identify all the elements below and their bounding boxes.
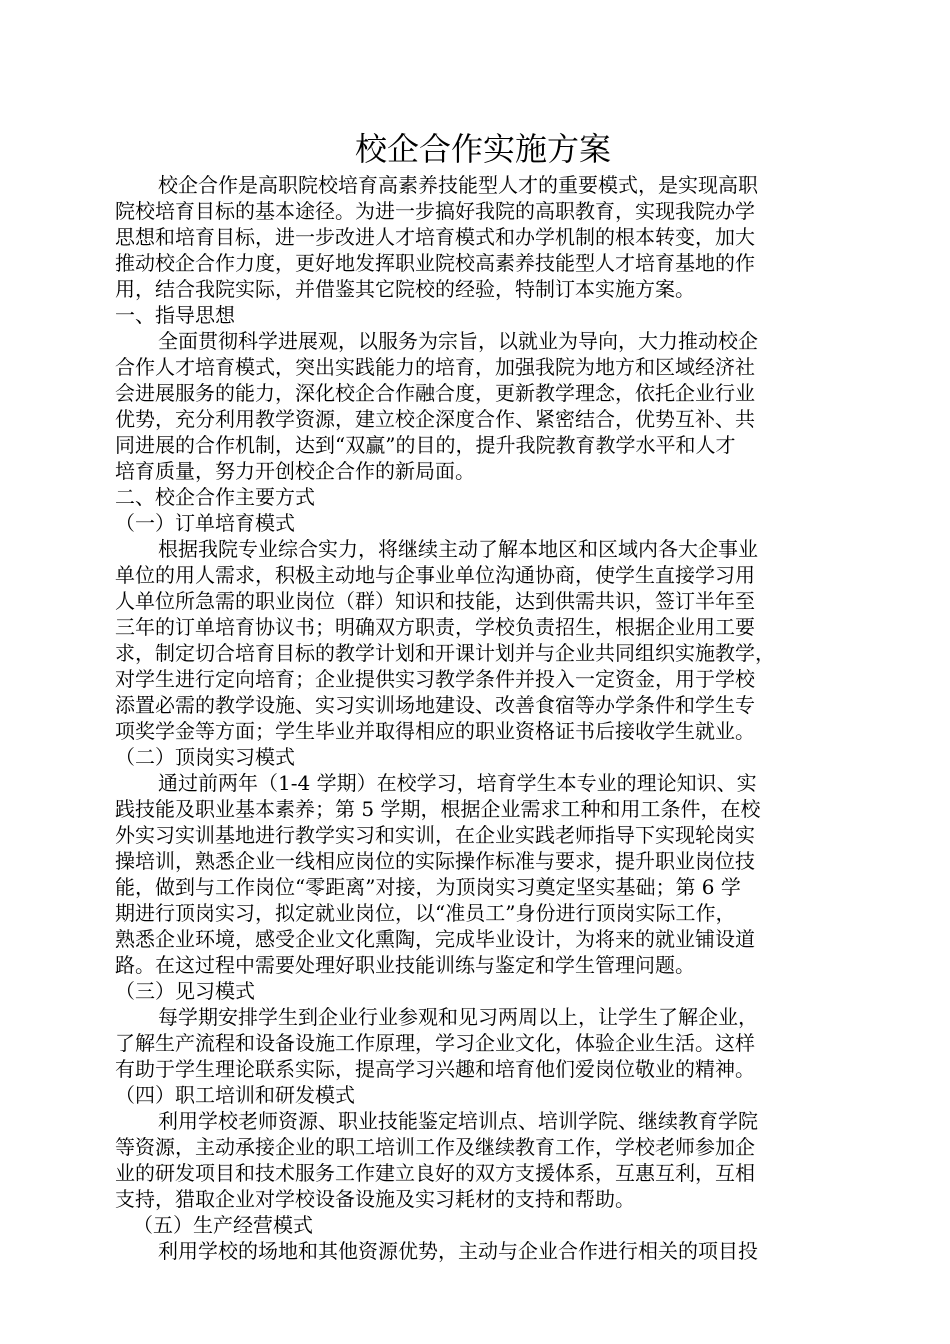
text-line: 项奖学金等方面；学生毕业并取得相应的职业资格证书后接收学生就业。 (115, 719, 755, 743)
text-line: 一、指导思想 (115, 303, 235, 327)
text-line: 路。在这过程中需要处理好职业技能训练与鉴定和学生管理问题。 (115, 953, 695, 977)
text-line: 操培训，熟悉企业一线相应岗位的实际操作标准与要求，提升职业岗位技 (115, 849, 755, 873)
text-line: 单位的用人需求，积极主动地与企事业单位沟通协商，使学生直接学习用 (115, 563, 755, 587)
text-line: 思想和培育目标，进一步改进人才培育模式和办学机制的根本转变，加大 (115, 225, 755, 249)
text-line: 添置必需的教学设施、实习实训场地建设、改善食宿等办学条件和学生专 (115, 693, 755, 717)
text-line: （三）见习模式 (115, 979, 255, 1003)
text-line: （五）生产经营模式 (133, 1213, 313, 1237)
text-line: 求，制定切合培育目标的教学计划和开课计划并与企业共同组织实施教学， (115, 641, 775, 665)
text-line: 二、校企合作主要方式 (115, 485, 315, 509)
text-line: 用，结合我院实际，并借鉴其它院校的经验，特制订本实施方案。 (115, 277, 695, 301)
text-line: 支持，猎取企业对学校设备设施及实习耗材的支持和帮助。 (115, 1187, 635, 1211)
text-line: 院校培育目标的基本途径。为进一步搞好我院的高职教育，实现我院办学 (115, 199, 755, 223)
text-line: 熟悉企业环境，感受企业文化熏陶，完成毕业设计，为将来的就业铺设道 (115, 927, 755, 951)
text-line: 每学期安排学生到企业行业参观和见习两周以上，让学生了解企业， (158, 1005, 758, 1029)
text-line: 根据我院专业综合实力，将继续主动了解本地区和区域内各大企事业 (158, 537, 758, 561)
text-line: （二）顶岗实习模式 (115, 745, 295, 769)
text-line: 了解生产流程和设备设施工作原理，学习企业文化，体验企业生活。这样 (115, 1031, 755, 1055)
text-line: 对学生进行定向培育；企业提供实习教学条件并投入一定资金，用于学校 (115, 667, 755, 691)
text-line: 人单位所急需的职业岗位（群）知识和技能，达到供需共识，签订半年至 (115, 589, 755, 613)
text-line: 等资源，主动承接企业的职工培训工作及继续教育工作，学校老师参加企 (115, 1135, 755, 1159)
text-line: 利用学校的场地和其他资源优势，主动与企业合作进行相关的项目投 (158, 1239, 758, 1263)
text-line: 期进行顶岗实习，拟定就业岗位，以“准员工”身份进行顶岗实际工作， (115, 901, 736, 925)
text-line: 全面贯彻科学进展观，以服务为宗旨，以就业为导向，大力推动校企 (158, 329, 758, 353)
document-title: 校企合作实施方案 (354, 130, 611, 168)
document-body (115, 172, 855, 1264)
text-line: 践技能及职业基本素养；第 5 学期，根据企业需求工种和用工条件，在校 (115, 797, 761, 821)
text-line: 同进展的合作机制，达到“双赢”的目的，提升我院教育教学水平和人才 (115, 433, 736, 457)
text-line: 外实习实训基地进行教学实习和实训，在企业实践老师指导下实现轮岗实 (115, 823, 755, 847)
text-line: 培育质量，努力开创校企合作的新局面。 (115, 459, 475, 483)
text-line: 推动校企合作力度，更好地发挥职业院校高素养技能型人才培育基地的作 (115, 251, 755, 275)
text-line: （四）职工培训和研发模式 (115, 1083, 355, 1107)
text-line: （一）订单培育模式 (115, 511, 295, 535)
text-line: 校企合作是高职院校培育高素养技能型人才的重要模式，是实现高职 (158, 173, 758, 197)
text-line: 三年的订单培育协议书；明确双方职责，学校负责招生，根据企业用工要 (115, 615, 755, 639)
text-line: 通过前两年（1-4 学期）在校学习，培育学生本专业的理论知识、实 (158, 771, 757, 795)
text-line: 有助于学生理论联系实际，提高学习兴趣和培育他们爱岗位敬业的精神。 (115, 1057, 755, 1081)
text-line: 合作人才培育模式，突出实践能力的培育，加强我院为地方和区域经济社 (115, 355, 755, 379)
text-line: 业的研发项目和技术服务工作建立良好的双方支援体系，互惠互利，互相 (115, 1161, 755, 1185)
text-line: 利用学校老师资源、职业技能鉴定培训点、培训学院、继续教育学院 (158, 1109, 758, 1133)
text-line: 优势，充分利用教学资源，建立校企深度合作、紧密结合，优势互补、共 (115, 407, 755, 431)
text-line: 会进展服务的能力，深化校企合作融合度，更新教学理念，依托企业行业 (115, 381, 755, 405)
text-line: 能，做到与工作岗位“零距离”对接，为顶岗实习奠定坚实基础；第 6 学 (115, 875, 741, 899)
